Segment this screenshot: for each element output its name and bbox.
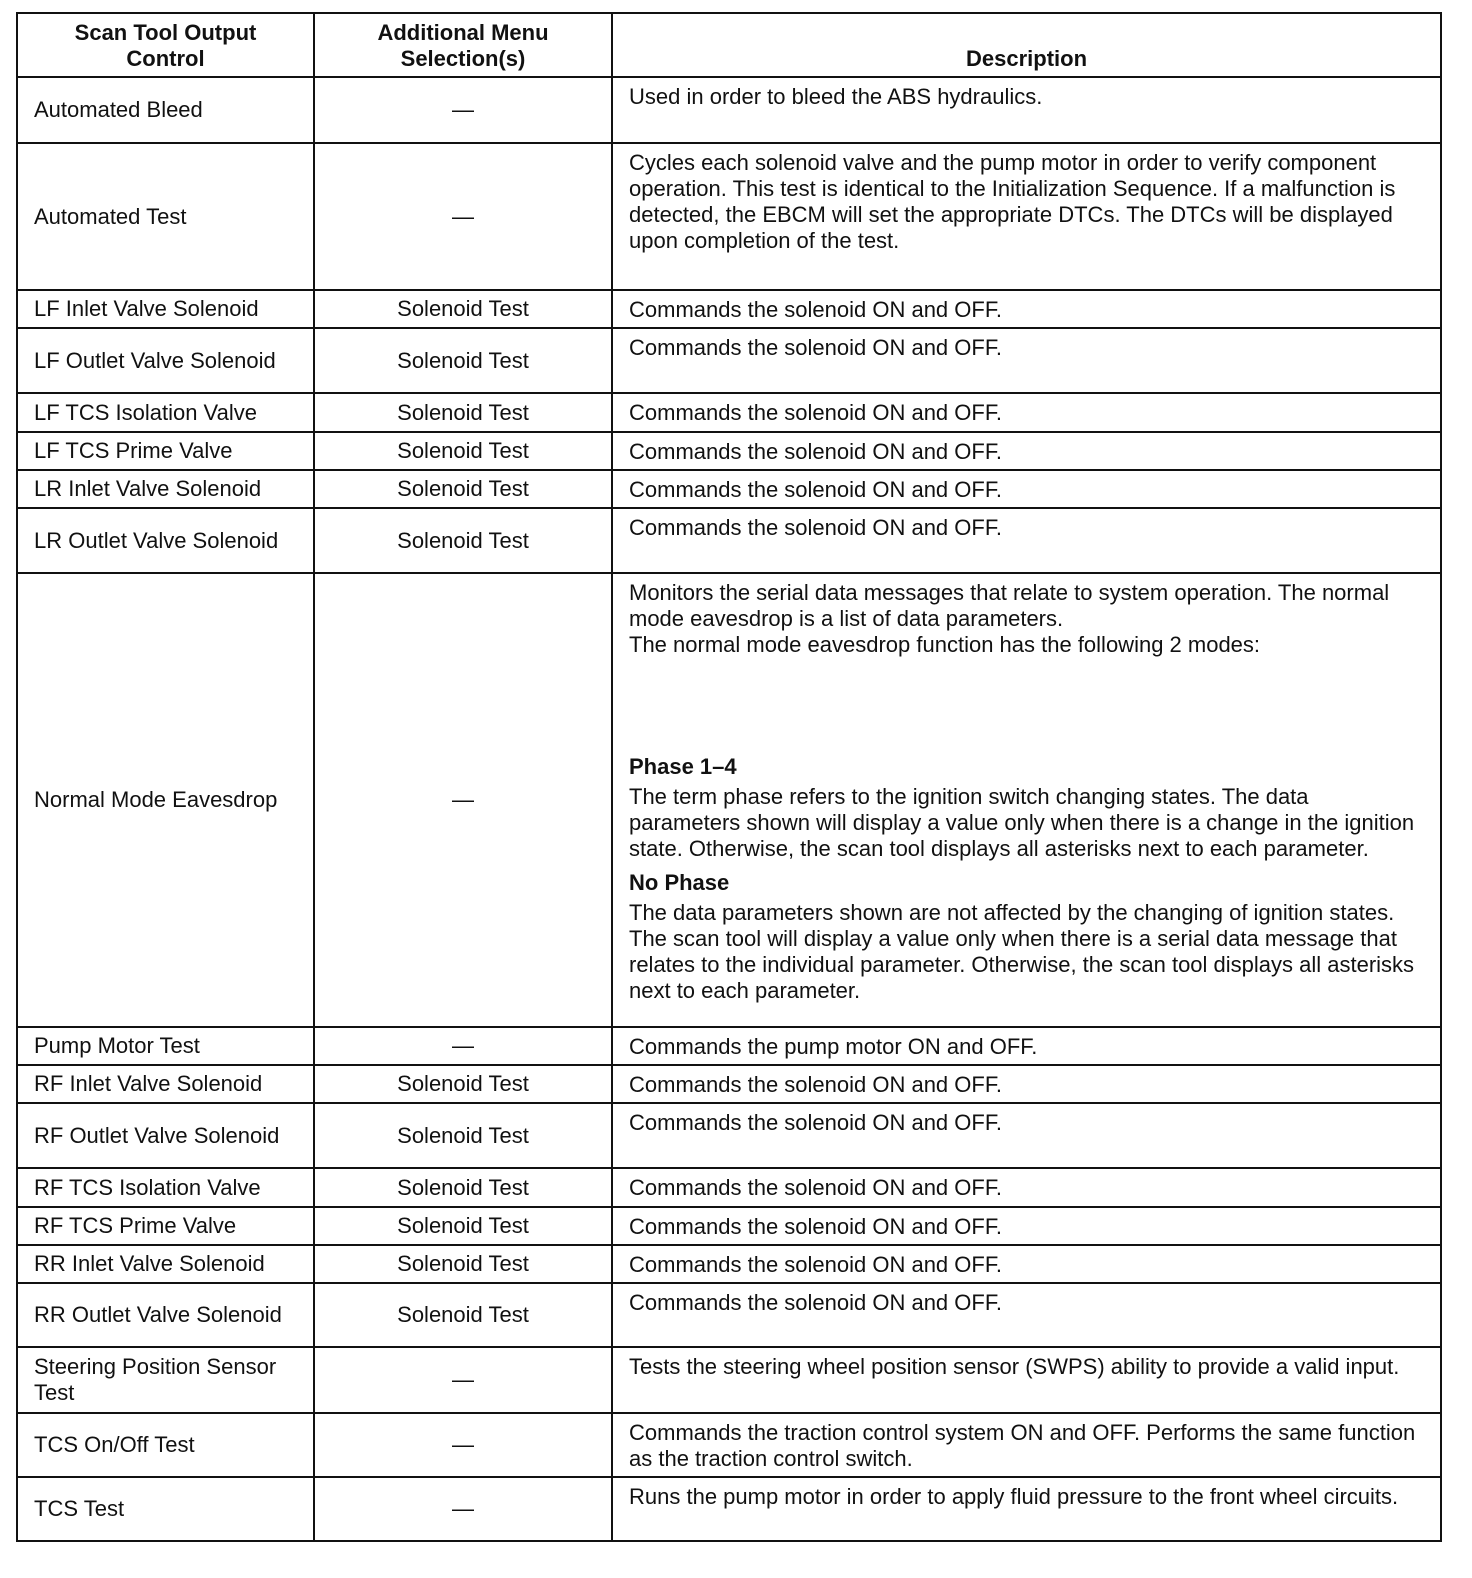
menu-cell: —: [314, 143, 612, 290]
phase-text: The data parameters shown are not affected by the changing of ignition states. The scan tool will display a value only when there is a serial data message that relates to the individual parameter. Otherwise, the scan tool displays all asterisks next to each parameter.: [629, 900, 1415, 1003]
description-cell: [612, 1477, 1441, 1541]
description-text: Commands the solenoid ON and OFF.: [629, 477, 1002, 502]
control-cell: LF Inlet Valve Solenoid: [17, 290, 314, 328]
description-cell: [612, 1168, 1441, 1207]
menu-cell: —: [314, 573, 612, 1027]
description-text: Commands the solenoid ON and OFF.: [629, 1252, 1002, 1277]
control-cell: Automated Bleed: [17, 77, 314, 143]
description-cell: [612, 1027, 1441, 1065]
table-row: [17, 508, 1441, 573]
table-row: [17, 143, 1441, 290]
table-row: [17, 1283, 1441, 1347]
table-row: [17, 1347, 1441, 1413]
menu-cell: Solenoid Test: [314, 470, 612, 508]
menu-cell: Solenoid Test: [314, 393, 612, 432]
table-row: [17, 1103, 1441, 1168]
description-text: Commands the solenoid ON and OFF.: [629, 335, 1002, 360]
description-text: Commands the solenoid ON and OFF.: [629, 1214, 1002, 1239]
menu-cell: Solenoid Test: [314, 290, 612, 328]
description-text: Commands the solenoid ON and OFF.: [629, 1072, 1002, 1097]
phase-title: Phase 1–4: [629, 754, 737, 779]
control-cell: TCS Test: [17, 1477, 314, 1541]
menu-cell: Solenoid Test: [314, 1207, 612, 1245]
description-text: Commands the pump motor ON and OFF.: [629, 1034, 1038, 1059]
table-row: [17, 77, 1441, 143]
description-cell: [612, 432, 1441, 470]
table-row: [17, 328, 1441, 393]
control-cell: Steering Position Sensor Test: [17, 1347, 314, 1413]
menu-cell: —: [314, 1477, 612, 1541]
description-cell: [612, 1347, 1441, 1413]
description-text: Commands the solenoid ON and OFF.: [629, 1175, 1002, 1200]
phase-text: The term phase refers to the ignition switch changing states. The data parameters shown will display a value only when there is a change in the ignition state. Otherwise, the scan tool displays all asterisks next to each parameter.: [629, 784, 1415, 861]
control-cell: RF TCS Isolation Valve: [17, 1168, 314, 1207]
table-row: [17, 1477, 1441, 1541]
table-row: [17, 1413, 1441, 1477]
control-cell: Normal Mode Eavesdrop: [17, 573, 314, 1027]
table-row: [17, 1027, 1441, 1065]
table-row: [17, 1245, 1441, 1283]
description-cell: [612, 1283, 1441, 1347]
description-text: Commands the solenoid ON and OFF.: [629, 1290, 1002, 1315]
menu-cell: —: [314, 77, 612, 143]
control-cell: RF TCS Prime Valve: [17, 1207, 314, 1245]
control-cell: TCS On/Off Test: [17, 1413, 314, 1477]
description-cell: [612, 143, 1441, 290]
description-cell: [612, 470, 1441, 508]
control-cell: Pump Motor Test: [17, 1027, 314, 1065]
header-description: Description: [612, 13, 1441, 77]
description-text: Monitors the serial data messages that relate to system operation. The normal mode eavesdrop is a list of data parameters.: [629, 580, 1390, 631]
table-row: [17, 290, 1441, 328]
control-cell: LF Outlet Valve Solenoid: [17, 328, 314, 393]
description-cell: [612, 573, 1441, 1027]
menu-cell: —: [314, 1413, 612, 1477]
description-text: Commands the solenoid ON and OFF.: [629, 439, 1002, 464]
control-cell: LR Outlet Valve Solenoid: [17, 508, 314, 573]
description-cell: [612, 328, 1441, 393]
control-cell: RR Inlet Valve Solenoid: [17, 1245, 314, 1283]
table-row: [17, 470, 1441, 508]
menu-cell: Solenoid Test: [314, 1245, 612, 1283]
description-text: Tests the steering wheel position sensor (SWPS) ability to provide a valid input.: [629, 1354, 1400, 1379]
control-cell: LR Inlet Valve Solenoid: [17, 470, 314, 508]
menu-cell: —: [314, 1347, 612, 1413]
phase-title: No Phase: [629, 870, 730, 895]
scan-tool-output-controls-table: [16, 12, 1442, 1542]
description-cell: [612, 1245, 1441, 1283]
menu-cell: Solenoid Test: [314, 1283, 612, 1347]
control-cell: LF TCS Isolation Valve: [17, 393, 314, 432]
table-row: [17, 573, 1441, 1027]
description-text: Commands the solenoid ON and OFF.: [629, 1110, 1002, 1135]
description-cell: [612, 1065, 1441, 1103]
menu-cell: Solenoid Test: [314, 1168, 612, 1207]
description-cell: [612, 393, 1441, 432]
description-cell: [612, 77, 1441, 143]
table-row: [17, 432, 1441, 470]
table-row: [17, 1168, 1441, 1207]
description-cell: [612, 1103, 1441, 1168]
description-text: Commands the traction control system ON and OFF. Performs the same function as the traction control switch.: [629, 1420, 1416, 1471]
header-menu: Additional Menu Selection(s): [314, 13, 612, 77]
description-cell: [612, 1413, 1441, 1477]
menu-cell: Solenoid Test: [314, 508, 612, 573]
menu-cell: Solenoid Test: [314, 328, 612, 393]
table-row: [17, 1065, 1441, 1103]
control-cell: Automated Test: [17, 143, 314, 290]
description-cell: [612, 1207, 1441, 1245]
table-row: [17, 1207, 1441, 1245]
description-text: Used in order to bleed the ABS hydraulics.: [629, 84, 1043, 109]
description-text: Cycles each solenoid valve and the pump motor in order to verify component operation. This test is identical to the Initialization Sequence. If a malfunction is detected, the EBCM will set the appropriate DTCs. The DTCs will be displayed upon completion of the test.: [629, 150, 1396, 253]
description-text: Commands the solenoid ON and OFF.: [629, 297, 1002, 322]
menu-cell: Solenoid Test: [314, 1103, 612, 1168]
description-cell: [612, 290, 1441, 328]
header-row: [17, 13, 1441, 77]
control-cell: LF TCS Prime Valve: [17, 432, 314, 470]
control-cell: RF Inlet Valve Solenoid: [17, 1065, 314, 1103]
description-text: Commands the solenoid ON and OFF.: [629, 400, 1002, 425]
control-cell: RF Outlet Valve Solenoid: [17, 1103, 314, 1168]
menu-cell: —: [314, 1027, 612, 1065]
description-text: Commands the solenoid ON and OFF.: [629, 515, 1002, 540]
description-text: Runs the pump motor in order to apply fluid pressure to the front wheel circuits.: [629, 1484, 1399, 1509]
control-cell: RR Outlet Valve Solenoid: [17, 1283, 314, 1347]
header-control: Scan Tool Output Control: [17, 13, 314, 77]
menu-cell: Solenoid Test: [314, 432, 612, 470]
description-text-2: The normal mode eavesdrop function has the following 2 modes:: [629, 632, 1261, 657]
description-cell: [612, 508, 1441, 573]
table-row: [17, 393, 1441, 432]
menu-cell: Solenoid Test: [314, 1065, 612, 1103]
